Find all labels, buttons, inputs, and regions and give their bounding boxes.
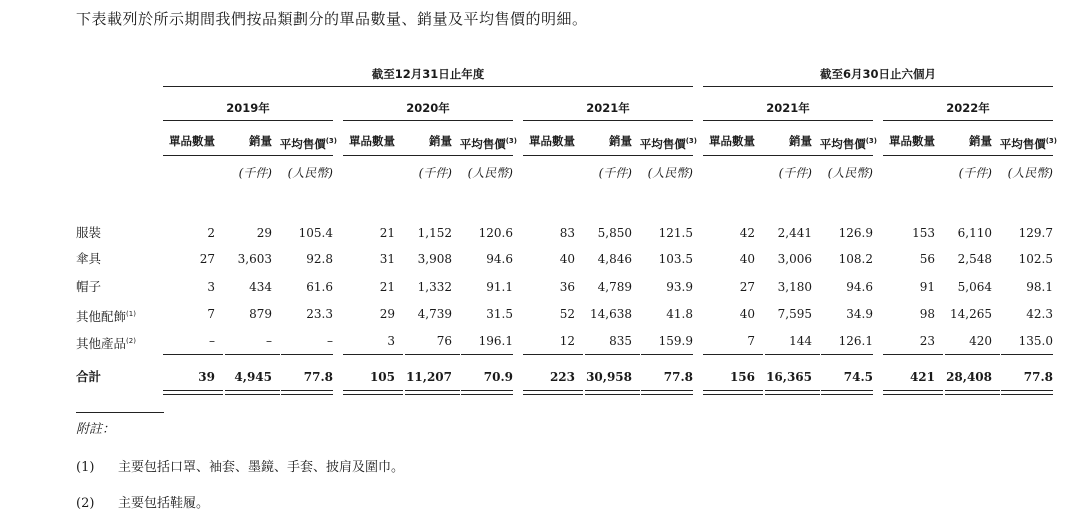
table-cell: 120.6 [478,226,513,240]
unit-asp: (人民幣) [647,166,693,180]
col-header-sales: 銷量 [789,134,812,148]
subtotal-rule [821,354,873,355]
total-label: 合計 [76,369,102,384]
total-cell: 4,945 [234,370,272,384]
table-cell: 159.9 [658,334,693,348]
table-cell: 12 [559,334,575,348]
total-cell: 11,207 [406,370,452,384]
unit-sales: (千件) [238,166,272,180]
col-header-asp-label: 平均售價 [999,136,1046,151]
subtotal-rule [641,354,693,355]
col-header-asp-label: 平均售價 [819,136,866,151]
subtotal-rule [461,354,513,355]
col-header-asp [453,134,517,151]
table-cell: 94.6 [846,280,873,294]
table-cell: 2,441 [777,226,812,240]
col-header-rule [703,155,873,156]
total-double-rule [523,390,583,395]
subtotal-rule [405,354,460,355]
period-header-rule [523,120,693,121]
note-1 [76,456,404,475]
table-cell: 91 [919,280,935,294]
notes-separator [76,412,164,413]
table-cell: 126.1 [838,334,873,348]
table-cell: 126.9 [838,226,873,240]
table-cell: 98.1 [1026,280,1053,294]
unit-sales: (千件) [958,166,992,180]
subtotal-rule [225,354,280,355]
period-header: 2022年 [946,101,990,115]
total-cell: 77.8 [663,370,693,384]
total-double-rule [945,390,1000,395]
col-header-rule [343,155,513,156]
total-double-rule [225,390,280,395]
table-cell: 4,739 [417,307,452,321]
table-cell: 27 [739,280,755,294]
footnote-ref: (3) [325,137,337,145]
total-double-rule [163,390,223,395]
total-double-rule [585,390,640,395]
note-2 [76,492,209,511]
total-double-rule [703,390,763,395]
note-number: (2) [76,496,95,511]
table-cell: 61.6 [306,280,333,294]
table-cell: 121.5 [658,226,693,240]
table-cell: 41.8 [666,307,693,321]
total-double-rule [343,390,403,395]
table-cell: 1,332 [417,280,452,294]
table-cell: 40 [739,252,755,266]
unit-asp: (人民幣) [287,166,333,180]
col-header-sales: 銷量 [609,134,632,148]
table-cell: 420 [969,334,992,348]
total-double-rule [461,390,513,395]
footnote-ref: (2) [126,337,136,345]
total-double-rule [765,390,820,395]
total-cell: 77.8 [1023,370,1053,384]
unit-asp: (人民幣) [1007,166,1053,180]
table-cell: 4,789 [597,280,632,294]
period-header: 2019年 [226,101,270,115]
subtotal-rule [765,354,820,355]
col-header-rule [523,155,693,156]
table-cell: 34.9 [846,307,873,321]
group-header-h1: 截至6月30日止六個月 [819,67,936,81]
table-cell: 4,846 [597,252,632,266]
table-cell: 3,908 [417,252,452,266]
table-cell: 879 [249,307,272,321]
period-header: 2021年 [586,101,630,115]
total-cell: 39 [198,370,215,384]
table-cell: 5,850 [597,226,632,240]
subtotal-rule [883,354,943,355]
row-label-text: 傘具 [76,251,102,266]
table-cell: 6,110 [957,226,992,240]
period-header-rule [163,120,333,121]
col-header-asp-label: 平均售價 [639,136,686,151]
total-double-rule [883,390,943,395]
table-cell: – [327,334,333,348]
row-label-text: 帽子 [76,279,102,294]
row-label [76,226,101,240]
table-cell: 36 [559,280,575,294]
table-cell: 144 [789,334,812,348]
table-cell: 76 [436,334,452,348]
unit-asp: (人民幣) [467,166,513,180]
col-header-count: 單品數量 [169,134,215,148]
table-cell: 21 [379,226,395,240]
row-label-text: 其他產品 [76,336,127,352]
table-cell: 42.3 [1026,307,1053,321]
table-cell: 108.2 [838,252,873,266]
table-cell: 3,603 [237,252,272,266]
table-cell: 105.4 [298,226,333,240]
table-cell: 92.8 [306,252,333,266]
row-label-text: 其他配飾 [76,309,127,325]
total-cell: 77.8 [303,370,333,384]
table-cell: 27 [199,252,215,266]
table-cell: 98 [919,307,935,321]
table-cell: 52 [559,307,575,321]
table-cell: 2 [207,226,215,240]
table-cell: 31 [379,252,395,266]
notes-title: 附註： [76,422,116,437]
col-header-count: 單品數量 [349,134,395,148]
table-cell: 56 [919,252,935,266]
subtotal-rule [585,354,640,355]
intro-text: 下表載列於所示期間我們按品類劃分的單品數量、銷量及平均售價的明細。 [76,10,588,28]
col-header-asp [633,134,697,151]
table-cell: 31.5 [486,307,513,321]
total-double-rule [1001,390,1053,395]
col-header-asp [813,134,877,151]
col-header-count: 單品數量 [889,134,935,148]
table-cell: 5,064 [957,280,992,294]
table-cell: 1,152 [417,226,452,240]
col-header-rule [163,155,333,156]
period-header-rule [343,120,513,121]
col-header-count: 單品數量 [529,134,575,148]
note-number: (1) [76,460,95,475]
table-cell: 3 [207,280,215,294]
col-header-sales: 銷量 [969,134,992,148]
table-cell: 91.1 [486,280,513,294]
total-cell: 74.5 [843,370,873,384]
total-double-rule [641,390,693,395]
table-cell: 42 [739,226,755,240]
table-cell: 7,595 [777,307,812,321]
table-cell: 3,180 [777,280,812,294]
subtotal-rule [1001,354,1053,355]
subtotal-rule [945,354,1000,355]
subtotal-rule [703,354,763,355]
table-cell: 434 [249,280,272,294]
total-double-rule [281,390,333,395]
footnote-ref: (3) [505,137,517,145]
table-cell: 835 [609,334,632,348]
subtotal-rule [163,354,223,355]
group-header-rule [163,86,693,87]
total-cell: 28,408 [946,370,992,384]
row-label-text: 服裝 [76,225,102,240]
table-cell: 2,548 [957,252,992,266]
table-cell: 3,006 [777,252,812,266]
row-label [76,334,136,351]
table-cell: 135.0 [1018,334,1053,348]
table-cell: – [266,334,272,348]
col-header-sales: 銷量 [249,134,272,148]
footnote-ref: (3) [865,137,877,145]
period-header: 2021年 [766,101,810,115]
period-header-rule [703,120,873,121]
table-cell: 7 [207,307,215,321]
total-double-rule [821,390,873,395]
col-header-rule [883,155,1053,156]
table-cell: 40 [739,307,755,321]
note-text: 主要包括鞋履。 [118,496,210,511]
total-cell: 156 [729,370,755,384]
table-cell: 153 [912,226,935,240]
unit-asp: (人民幣) [827,166,873,180]
table-cell: 21 [379,280,395,294]
table-cell: 7 [747,334,755,348]
row-label [76,252,101,266]
col-header-asp-label: 平均售價 [459,136,506,151]
footnote-ref: (3) [685,137,697,145]
total-double-rule [405,390,460,395]
table-cell: 29 [256,226,272,240]
unit-sales: (千件) [598,166,632,180]
total-cell: 105 [369,370,395,384]
table-cell: 40 [559,252,575,266]
total-cell: 70.9 [483,370,513,384]
table-cell: 83 [559,226,575,240]
table-cell: 93.9 [666,280,693,294]
row-label [76,307,136,324]
row-label [76,280,101,294]
group-header-rule [703,86,1053,87]
table-cell: 14,638 [590,307,632,321]
col-header-asp-label: 平均售價 [279,136,326,151]
table-cell: 102.5 [1018,252,1053,266]
col-header-count: 單品數量 [709,134,755,148]
total-cell: 16,365 [766,370,812,384]
footnote-ref: (3) [1045,137,1057,145]
table-cell: 94.6 [486,252,513,266]
table-cell: 196.1 [478,334,513,348]
unit-sales: (千件) [418,166,452,180]
total-cell: 223 [549,370,575,384]
total-cell: 421 [909,370,935,384]
col-header-sales: 銷量 [429,134,452,148]
subtotal-rule [523,354,583,355]
period-header: 2020年 [406,101,450,115]
footnote-ref: (1) [126,310,136,318]
subtotal-rule [281,354,333,355]
table-cell: 29 [379,307,395,321]
total-cell: 30,958 [586,370,632,384]
unit-sales: (千件) [778,166,812,180]
note-text: 主要包括口罩、袖套、墨鏡、手套、披肩及圍巾。 [118,460,405,475]
table-cell: 103.5 [658,252,693,266]
subtotal-rule [343,354,403,355]
table-cell: 129.7 [1018,226,1053,240]
table-cell: 3 [387,334,395,348]
col-header-asp [273,134,337,151]
table-cell: – [209,334,215,348]
table-cell: 23.3 [306,307,333,321]
group-header-fy: 截至12月31日止年度 [371,67,485,81]
table-cell: 14,265 [950,307,992,321]
table-cell: 23 [919,334,935,348]
col-header-asp [993,134,1057,151]
period-header-rule [883,120,1053,121]
